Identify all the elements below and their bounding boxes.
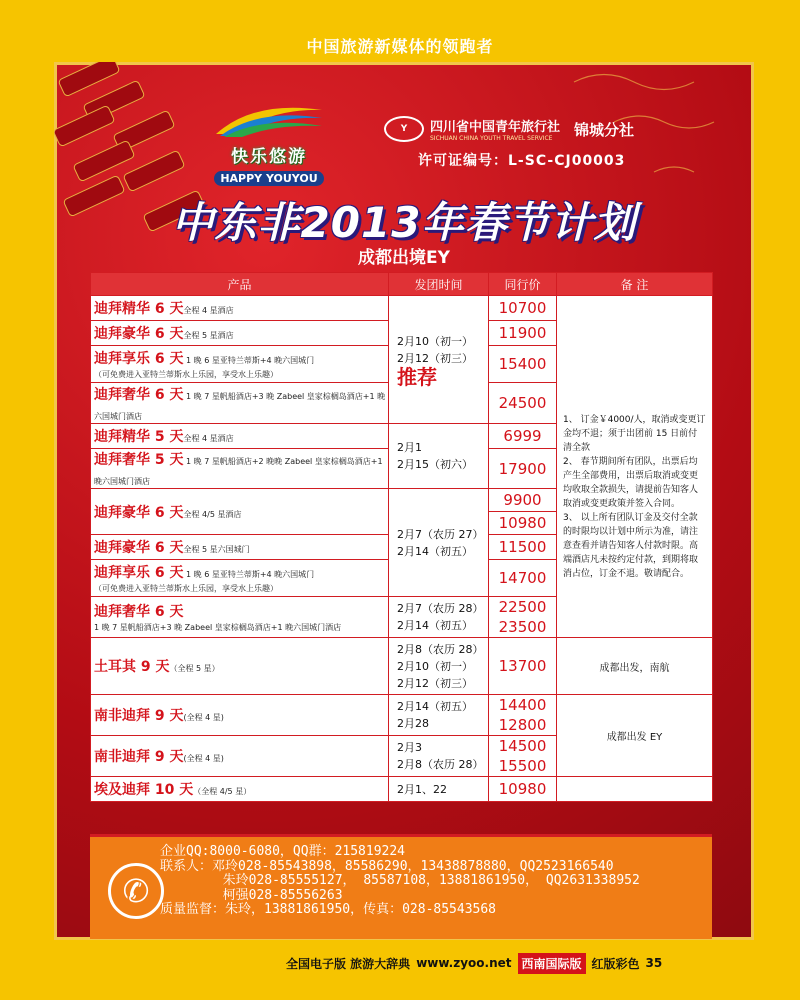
product-name: 迪拜精华 6 天 <box>94 301 184 317</box>
poster <box>54 62 754 940</box>
product-desc: （全程 4/5 星） <box>193 787 252 796</box>
table-row <box>91 695 713 736</box>
table-header-row <box>91 273 713 296</box>
license-number: 许可证编号：L-SC-CJ00003 <box>418 153 626 169</box>
logo-swoosh-icon <box>214 100 324 138</box>
product-desc: 1 晚 7 星帆船酒店+3 晚 Zabeel 皇家棕榈岛酒店+1 晚六国城门酒店 <box>94 391 386 421</box>
price: 12800 <box>498 716 547 734</box>
contact-line: 联系人：邓玲028-85543898，85586290，13438878880，QQ2523166540 <box>160 858 614 874</box>
product-desc: （全程 5 星） <box>169 664 220 673</box>
product-name: 迪拜奢华 5 天 <box>94 452 184 468</box>
product-name: 迪拜豪华 6 天 <box>94 504 184 521</box>
price: 17900 <box>489 449 557 489</box>
departure-date: 2月1 <box>397 441 422 454</box>
departure-date: 2月10（初一） <box>397 659 473 673</box>
footer-publication: 全国电子版 旅游大辞典 <box>286 956 411 971</box>
remark-item: 1、 订金￥4000/人，取消或变更订金均不退；须于出团前 15 日前付清全款 <box>563 414 706 453</box>
price: 9900 <box>489 489 557 512</box>
agency-name-en: SICHUAN CHINA YOUTH TRAVEL SERVICE <box>430 135 553 142</box>
agency-branch: 锦城分社 <box>574 120 635 139</box>
departure-date: 2月14（初五） <box>397 700 473 713</box>
departure-date: 2月14（初五） <box>397 544 473 558</box>
departure-date: 2月7（农历 28） <box>397 602 484 615</box>
product-note: （可免费进入亚特兰蒂斯水上乐园，享受水上乐趣） <box>94 584 278 593</box>
contact-line: 质量监督：朱玲，13881861950，传真：028-85543568 <box>160 902 497 917</box>
contact-text <box>160 845 640 918</box>
table-row <box>91 296 713 321</box>
price: 24500 <box>489 383 557 424</box>
price: 10980 <box>489 512 557 535</box>
price: 10980 <box>489 777 557 802</box>
price: 15400 <box>489 346 557 383</box>
price: 10700 <box>489 296 557 321</box>
product-name: 迪拜奢华 6 天 <box>94 386 184 403</box>
header-slogan: 中国旅游新媒体的领跑者 <box>306 37 494 56</box>
product-desc: (全程 4 星) <box>183 754 224 763</box>
departure-date: 2月3 <box>397 741 422 754</box>
remark-item: 成都出发 EY <box>557 695 713 777</box>
price: 14700 <box>489 560 557 597</box>
contact-panel <box>90 834 712 939</box>
product-name: 迪拜豪华 6 天 <box>94 326 184 342</box>
departure-date: 2月10（初一） <box>397 335 473 348</box>
logo-en: HAPPY YOUYOU <box>214 171 323 186</box>
product-desc: 1 晚 6 星亚特兰蒂斯+4 晚六国城门 <box>183 356 315 365</box>
product-desc: 1 晚 7 星帆船酒店+3 晚 Zabeel 皇家棕榈岛酒店+1 晚六国城门酒店 <box>94 623 342 632</box>
product-name: 埃及迪拜 10 天 <box>94 782 194 798</box>
product-name: 南非迪拜 9 天 <box>94 749 184 765</box>
product-name: 迪拜奢华 6 天 <box>94 604 184 620</box>
logo-cn: 快乐悠游 <box>231 147 307 167</box>
footer <box>286 952 668 974</box>
product-note: （可免费进入亚特兰蒂斯水上乐园，享受水上乐趣） <box>94 370 278 379</box>
product-name: 土耳其 9 天 <box>94 659 170 675</box>
price: 11900 <box>489 321 557 346</box>
departure-date: 2月7（农历 27） <box>397 527 484 541</box>
departure-date: 2月1、22 <box>389 777 489 802</box>
remark-item: 2、 春节期间所有团队，出票后均产生全部费用，出票后取消或变更均收取全款损失，请提前告知客人取消或变更政策并签入合同。 <box>563 456 699 509</box>
logo <box>209 100 329 186</box>
header-dates: 发团时间 <box>389 273 489 296</box>
departure-date: 2月28 <box>397 717 429 730</box>
departure-date: 2月12（初三） <box>397 676 473 690</box>
product-desc: 1 晚 6 星亚特兰蒂斯+4 晚六国城门 <box>183 570 315 579</box>
contact-line: 柯强028-85556263 <box>160 887 343 903</box>
price: 13700 <box>489 638 557 695</box>
product-desc: 全程 4/5 星酒店 <box>183 509 242 519</box>
departure-date: 2月15（初六） <box>397 458 473 471</box>
page-title: 中东非2013年春节计划 <box>171 198 637 247</box>
price: 23500 <box>498 618 547 636</box>
header-remark: 备 注 <box>557 273 713 296</box>
price: 14500 <box>498 737 547 755</box>
product-desc: 1 晚 7 星帆船酒店+2 晚晚 Zabeel 皇家棕榈岛酒店+1 晚六国城门酒店 <box>94 457 383 486</box>
product-desc: (全程 4 星) <box>183 713 224 722</box>
product-name: 迪拜精华 5 天 <box>94 429 184 445</box>
remarks-cell <box>557 296 713 638</box>
footer-color-label: 红版彩色 <box>591 956 640 971</box>
header-price: 同行价 <box>489 273 557 296</box>
table-row <box>91 638 713 695</box>
recommend-badge: 推荐 <box>397 365 437 389</box>
product-desc: 全程 5 星六国城门 <box>183 545 250 554</box>
table-row <box>91 777 713 802</box>
departure-date: 2月12（初三） <box>397 352 473 365</box>
remark-item: 成都出发，南航 <box>557 638 713 695</box>
price: 6999 <box>489 424 557 449</box>
price: 15500 <box>498 757 547 775</box>
footer-url[interactable]: www.zyoo.net <box>416 956 512 970</box>
agency-badge-icon: Y <box>384 116 424 142</box>
contact-line: 企业QQ:8000-6080，QQ群：215819224 <box>160 844 406 859</box>
product-desc: 全程 4 星酒店 <box>183 306 234 315</box>
agency-name: 四川省中国青年旅行社 <box>430 120 561 135</box>
header-product: 产品 <box>91 273 389 296</box>
page-subtitle: 成都出境EY <box>358 248 450 268</box>
product-desc: 全程 5 星酒店 <box>183 331 234 340</box>
product-name: 迪拜享乐 6 天 <box>94 351 184 367</box>
contact-line: 朱玲028-85555127， 85587108，13881861950， QQ2631338952 <box>160 873 640 888</box>
price: 14400 <box>498 696 547 714</box>
departure-date: 2月8（农历 28） <box>397 642 484 656</box>
product-name: 迪拜享乐 6 天 <box>94 565 184 581</box>
remark-item: 3、 以上所有团队订金及交付全款的时限均以计划中所示为准，请注意查看并请告知客人付款时限。高端酒店凡未按约定付款，到期将取消占位，订金不退。敬请配合。 <box>563 512 699 579</box>
footer-edition-tag: 西南国际版 <box>518 953 586 974</box>
phone-icon: ✆ <box>108 863 164 919</box>
page-number: 35 <box>645 956 663 970</box>
product-desc: 全程 4 星酒店 <box>183 434 234 443</box>
departure-date: 2月14（初五） <box>397 619 473 632</box>
price: 22500 <box>498 598 547 616</box>
plan-table <box>90 272 713 802</box>
price: 11500 <box>489 535 557 560</box>
product-name: 迪拜豪华 6 天 <box>94 540 184 556</box>
departure-date: 2月8（农历 28） <box>397 758 484 771</box>
product-name: 南非迪拜 9 天 <box>94 708 184 724</box>
agency-block <box>384 116 724 170</box>
